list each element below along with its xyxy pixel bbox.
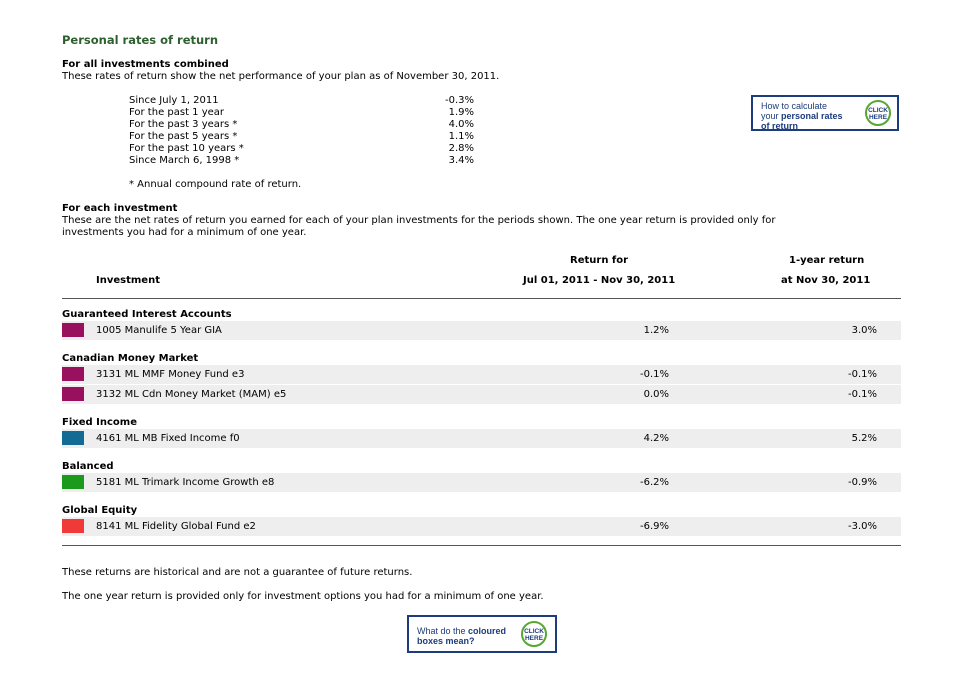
table-row [62,365,901,384]
rate-label: Since March 6, 1998 * [129,155,240,166]
rate-row [129,107,474,119]
category-heading: Global Equity [62,505,138,516]
colour-box-icon [62,323,84,337]
column-header-investment: Investment [96,275,160,286]
one-year-return-value: -0.1% [847,369,877,380]
rate-label: For the past 3 years * [129,119,238,130]
rate-label: For the past 1 year [129,107,225,118]
investment-name: 5181 ML Trimark Income Growth e8 [96,477,275,488]
category-heading: Canadian Money Market [62,353,199,364]
rate-value: 1.1% [448,131,474,142]
column-header-year-line1: 1-year return [789,255,865,266]
rate-row [129,95,474,107]
rate-row [129,143,474,155]
one-year-return-value: 3.0% [851,325,877,336]
return-period-value: -6.9% [639,521,669,532]
category-heading: Balanced [62,461,114,472]
table-row [62,473,901,492]
category-heading: Fixed Income [62,417,137,428]
click-here-icon: CLICK HERE [521,621,547,647]
rates-footnote: * Annual compound rate of return. [129,179,302,190]
return-period-value: -0.1% [639,369,669,380]
category-heading: Guaranteed Interest Accounts [62,309,232,320]
historical-note: These returns are historical and are not a guarantee of future returns. [62,567,413,578]
calculate-rates-button-text: How to calculate your personal rates of return [761,101,843,131]
return-period-value: 1.2% [643,325,669,336]
click-here-icon: CLICK HERE [865,100,891,126]
combined-heading: For all investments combined [62,59,229,70]
one-year-return-value: 5.2% [851,433,877,444]
rate-label: Since July 1, 2011 [129,95,219,106]
table-row [62,385,901,404]
investment-name: 8141 ML Fidelity Global Fund e2 [96,521,256,532]
colour-box-icon [62,475,84,489]
page-title: Personal rates of return [62,33,219,47]
rate-row [129,131,474,143]
column-header-year-line2: at Nov 30, 2011 [781,275,871,286]
rate-label: For the past 10 years * [129,143,244,154]
investment-name: 1005 Manulife 5 Year GIA [96,325,222,336]
each-description-line2: investments you had for a minimum of one year. [62,227,307,238]
column-header-return-line1: Return for [570,255,629,266]
table-row [62,429,901,448]
colour-box-icon [62,431,84,445]
return-period-value: 4.2% [643,433,669,444]
calculate-rates-button[interactable] [751,95,899,131]
one-year-note: The one year return is provided only for investment options you had for a minimum of one year. [62,591,544,602]
table-row [62,517,901,536]
coloured-boxes-button-text: What do the coloured boxes mean? [417,626,507,646]
rate-value: 4.0% [448,119,474,130]
rate-value: -0.3% [444,95,474,106]
investment-name: 3131 ML MMF Money Fund e3 [96,369,245,380]
coloured-boxes-button[interactable] [407,615,557,653]
column-header-return-line2: Jul 01, 2011 - Nov 30, 2011 [523,275,676,286]
rate-value: 2.8% [448,143,474,154]
one-year-return-value: -0.1% [847,389,877,400]
each-description-line1: These are the net rates of return you earned for each of your plan investments for the periods shown. The one year return is provided only for [62,215,776,226]
table-bottom-rule [62,545,901,546]
rate-row [129,155,474,167]
rate-label: For the past 5 years * [129,131,238,142]
investment-name: 3132 ML Cdn Money Market (MAM) e5 [96,389,287,400]
each-heading: For each investment [62,203,178,214]
colour-box-icon [62,519,84,533]
colour-box-icon [62,387,84,401]
one-year-return-value: -3.0% [847,521,877,532]
rate-value: 3.4% [448,155,474,166]
table-top-rule [62,298,901,299]
return-period-value: 0.0% [643,389,669,400]
return-period-value: -6.2% [639,477,669,488]
one-year-return-value: -0.9% [847,477,877,488]
table-row [62,321,901,340]
rate-row [129,119,474,131]
rate-value: 1.9% [448,107,474,118]
combined-description: These rates of return show the net performance of your plan as of November 30, 2011. [62,71,500,82]
colour-box-icon [62,367,84,381]
investment-name: 4161 ML MB Fixed Income f0 [96,433,240,444]
